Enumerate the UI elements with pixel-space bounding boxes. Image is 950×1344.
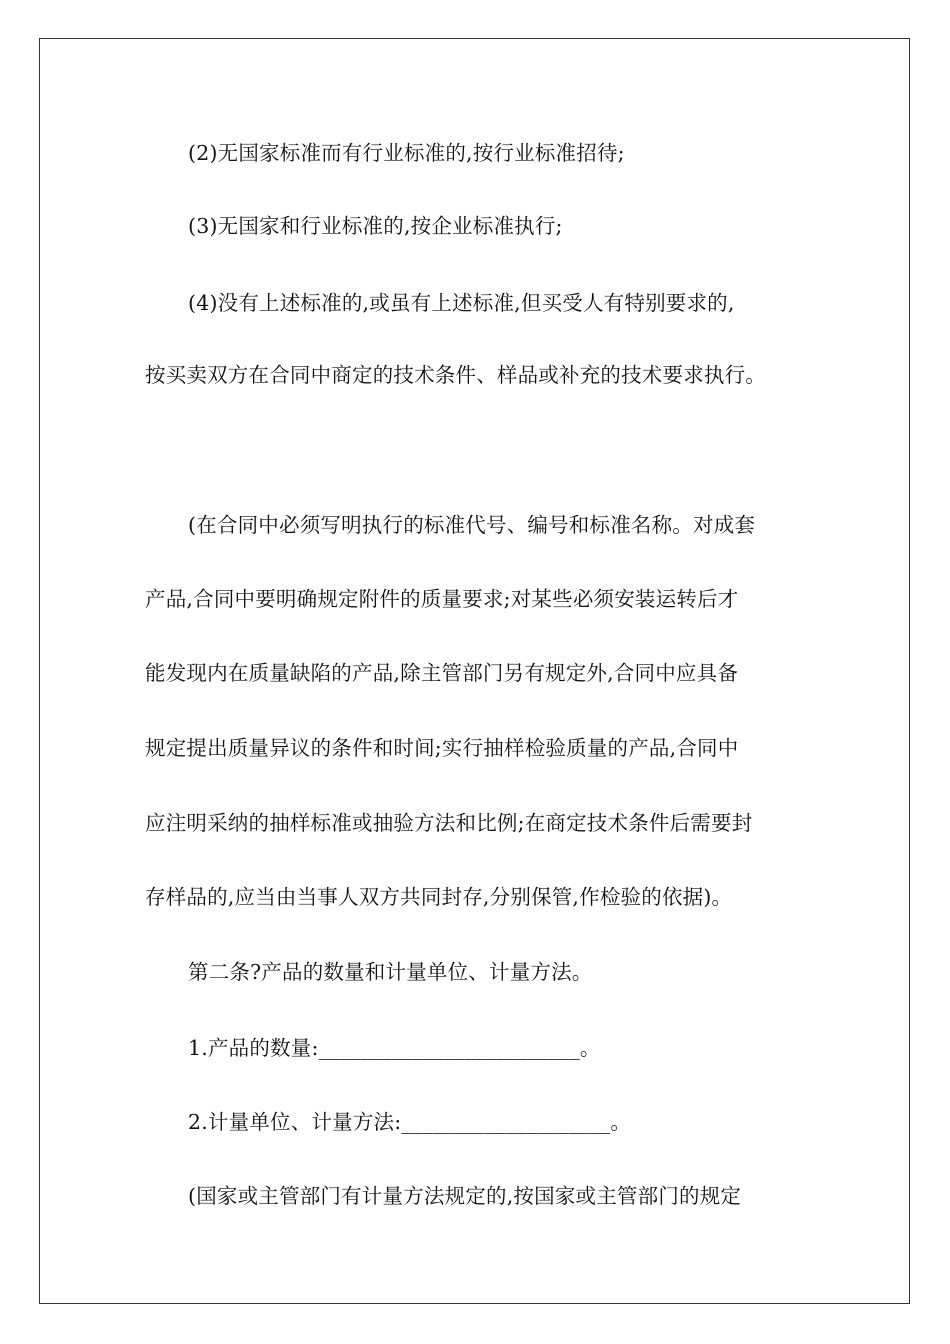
text-line: 规定提出质量异议的条件和时间;实行抽样检验质量的产品,合同中 bbox=[145, 736, 739, 760]
text-line: 按买卖双方在合同中商定的技术条件、样品或补充的技术要求执行。 bbox=[145, 363, 766, 387]
text-line: (4)没有上述标准的,或虽有上述标准,但买受人有特别要求的, bbox=[188, 291, 735, 315]
text-line: (国家或主管部门有计量方法规定的,按国家或主管部门的规定 bbox=[188, 1184, 742, 1208]
article-heading: 第二条?产品的数量和计量单位、计量方法。 bbox=[188, 960, 593, 984]
text-line: 能发现内在质量缺陷的产品,除主管部门另有规定外,合同中应具备 bbox=[145, 661, 739, 685]
text-line: 2.计量单位、计量方法:____________________。 bbox=[188, 1110, 632, 1134]
text-line: 存样品的,应当由当事人双方共同封存,分别保管,作检验的依据)。 bbox=[145, 885, 733, 909]
text-line: (3)无国家和行业标准的,按企业标准执行; bbox=[188, 214, 563, 238]
text-line: 应注明采纳的抽样标准或抽验方法和比例;在商定技术条件后需要封 bbox=[145, 811, 753, 835]
text-line: (2)无国家标准而有行业标准的,按行业标准招待; bbox=[188, 141, 625, 165]
text-line: (在合同中必须写明执行的标准代号、编号和标准名称。对成套 bbox=[188, 513, 756, 537]
text-line: 1.产品的数量:_________________________。 bbox=[188, 1036, 601, 1060]
text-line: 产品,合同中要明确规定附件的质量要求;对某些必须安装运转后才 bbox=[145, 587, 739, 611]
